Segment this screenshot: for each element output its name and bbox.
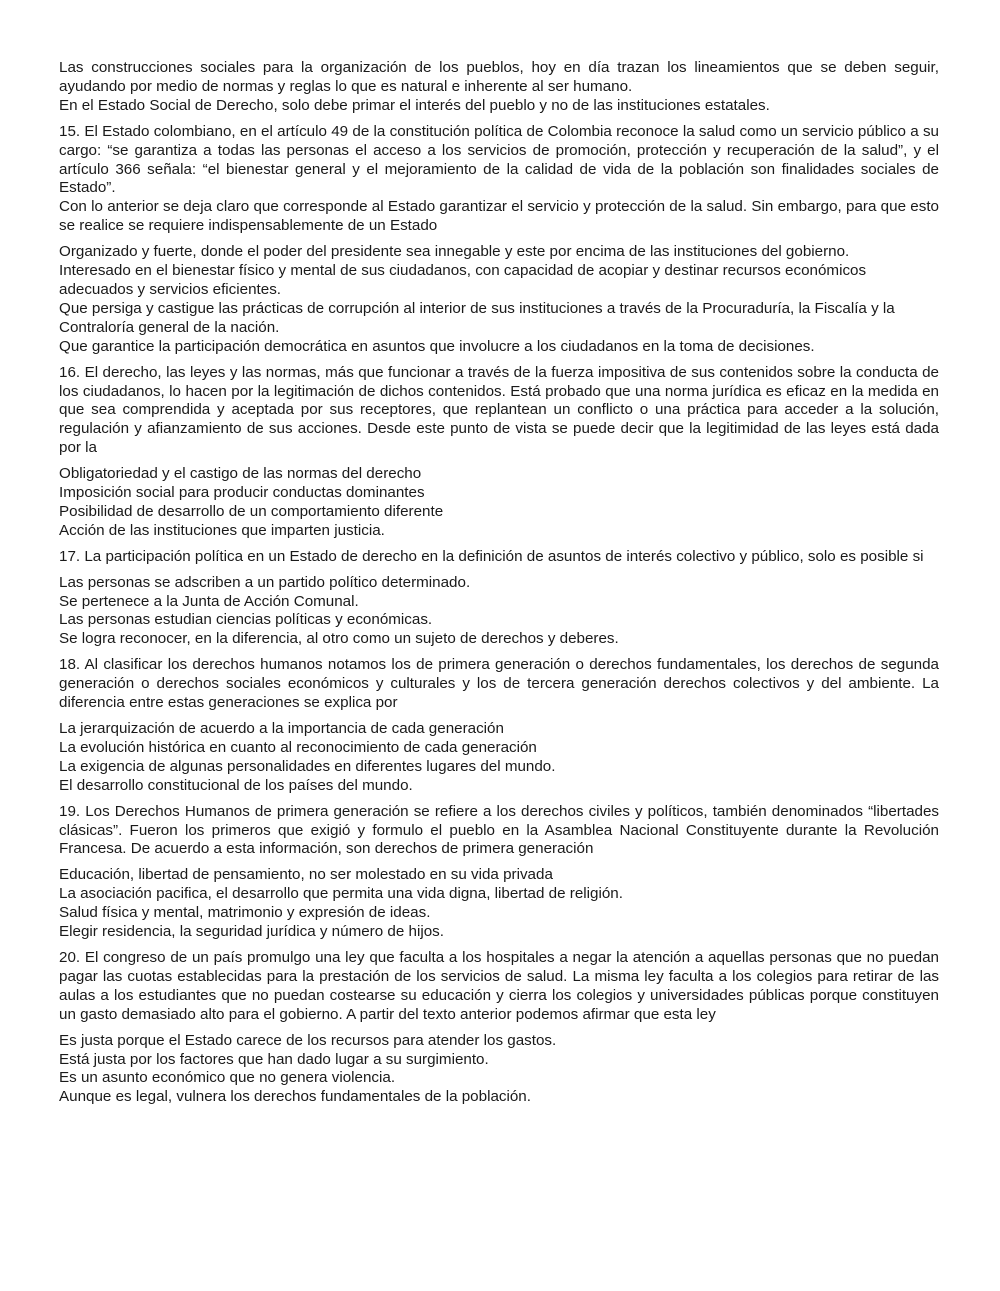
answer-options — [59, 1032, 939, 1108]
answer-option[interactable]: La evolución histórica en cuanto al reconocimiento de cada generación — [59, 738, 537, 756]
question-stem: 17. La participación política en un Estado de derecho en la definición de asuntos de interés colectivo y público, solo es posible si — [59, 547, 924, 565]
question-stem: 19. Los Derechos Humanos de primera generación se refiere a los derechos civiles y políticos, también denominados “libertades clásicas”. Fueron los primeros que exigió y formulo el pueblo en la Asamblea Nacional Constituyente durante la Revolución Francesa. De acuerdo a esta información, son derechos de primera generación — [59, 802, 939, 858]
answer-option[interactable]: Es justa porque el Estado carece de los recursos para atender los gastos. — [59, 1031, 557, 1049]
answer-option[interactable]: Posibilidad de desarrollo de un comportamiento diferente — [59, 502, 444, 520]
answer-option[interactable]: Acción de las instituciones que imparten justicia. — [59, 521, 385, 539]
answer-option[interactable]: Se logra reconocer, en la diferencia, al otro como un sujeto de derechos y deberes. — [59, 630, 619, 648]
answer-option[interactable]: Las personas estudian ciencias políticas y económicas. — [59, 611, 433, 629]
answer-option[interactable]: Elegir residencia, la seguridad jurídica y número de hijos. — [59, 923, 444, 941]
answer-option[interactable]: La exigencia de algunas personalidades en diferentes lugares del mundo. — [59, 757, 556, 775]
answer-option[interactable]: La asociación pacifica, el desarrollo que permita una vida digna, libertad de religión. — [59, 885, 623, 903]
answer-options — [59, 574, 939, 650]
answer-options — [59, 720, 939, 796]
answer-option[interactable]: Aunque es legal, vulnera los derechos fundamentales de la población. — [59, 1088, 531, 1106]
answer-option[interactable]: Imposición social para producir conductas dominantes — [59, 484, 425, 502]
question-20 — [59, 949, 939, 1107]
question-18 — [59, 656, 939, 795]
answer-options — [59, 465, 939, 541]
answer-option[interactable]: Que persiga y castigue las prácticas de corrupción al interior de sus instituciones a través de la Procuraduría, la Fiscalía y la Contraloría general de la nación. — [59, 299, 895, 336]
answer-option[interactable]: Obligatoriedad y el castigo de las normas del derecho — [59, 465, 422, 483]
question-stem: 20. El congreso de un país promulgo una ley que faculta a los hospitales a negar la atención a aquellas personas que no puedan pagar las cuotas establecidas para la prestación de los servicios de salud. La misma ley faculta a los colegios para retirar de las aulas a los estudiantes que no puedan costearse su educación y cierra los colegios y universidades públicas porque constituyen un gasto demasiado alto para el gobierno. A partir del texto anterior podemos afirmar que esta ley — [59, 948, 939, 1023]
question-stem: 18. Al clasificar los derechos humanos notamos los de primera generación o derechos fundamentales, los derechos de segunda generación o derechos sociales económicos y culturales y los de tercera generación derechos colectivos y del ambiente. La diferencia entre estas generaciones se explica por — [59, 656, 939, 712]
question-19 — [59, 803, 939, 942]
question-17 — [59, 548, 939, 650]
answer-options — [59, 866, 939, 942]
intro-block — [59, 59, 939, 116]
document-page — [59, 59, 939, 1114]
answer-option[interactable]: Interesado en el bienestar físico y mental de sus ciudadanos, con capacidad de acopiar y destinar recursos económicos adecuados y servicios eficientes. — [59, 262, 867, 298]
answer-option[interactable]: Es un asunto económico que no genera violencia. — [59, 1069, 396, 1087]
answer-option[interactable]: Salud física y mental, matrimonio y expresión de ideas. — [59, 904, 431, 922]
intro-paragraph: En el Estado Social de Derecho, solo debe primar el interés del pueblo y no de las instituciones estatales. — [59, 96, 770, 114]
question-stem-continued: Con lo anterior se deja claro que corresponde al Estado garantizar el servicio y protección de la salud. Sin embargo, para que esto se realice se requiere indispensablemente de un Estado — [59, 198, 939, 235]
answer-options — [59, 243, 939, 356]
answer-option[interactable]: Que garantice la participación democrática en asuntos que involucre a los ciudadanos en la toma de decisiones. — [59, 337, 815, 355]
answer-option[interactable]: Está justa por los factores que han dado lugar a su surgimiento. — [59, 1050, 489, 1068]
question-stem: 15. El Estado colombiano, en el artículo 49 de la constitución política de Colombia reconoce la salud como un servicio público a su cargo: “se garantiza a todas las personas el acceso a los servicios de promoción, protección y recuperación de la salud”, y el artículo 366 señala: “el bienestar general y el mejoramiento de la calidad de vida de la población son finalidades sociales de Estado”. — [59, 122, 939, 197]
answer-option[interactable]: Se pertenece a la Junta de Acción Comunal. — [59, 592, 359, 610]
question-stem: 16. El derecho, las leyes y las normas, más que funcionar a través de la fuerza impositiva de sus contenidos sobre la conducta de los ciudadanos, lo hacen por la legitimación de dichos contenidos. Está probado que una norma jurídica es eficaz en la medida en que sea comprendida y aceptada por sus receptores, que replantean un conflicto o una práctica para acceder a la solución, regulación y afianzamiento de sus acciones. Desde este punto de vista se puede decir que la legitimidad de las leyes está dada por la — [59, 363, 939, 457]
answer-option[interactable]: Las personas se adscriben a un partido político determinado. — [59, 573, 471, 591]
question-16 — [59, 364, 939, 541]
answer-option[interactable]: El desarrollo constitucional de los países del mundo. — [59, 776, 413, 794]
answer-option[interactable]: Organizado y fuerte, donde el poder del presidente sea innegable y este por encima de las instituciones del gobierno. — [59, 243, 850, 261]
question-15 — [59, 123, 939, 357]
answer-option[interactable]: Educación, libertad de pensamiento, no ser molestado en su vida privada — [59, 866, 553, 884]
answer-option[interactable]: La jerarquización de acuerdo a la importancia de cada generación — [59, 720, 504, 737]
intro-paragraph: Las construcciones sociales para la organización de los pueblos, hoy en día trazan los lineamientos que se deben seguir, ayudando por medio de normas y reglas lo que es natural e inherente al ser humano. — [59, 59, 939, 95]
